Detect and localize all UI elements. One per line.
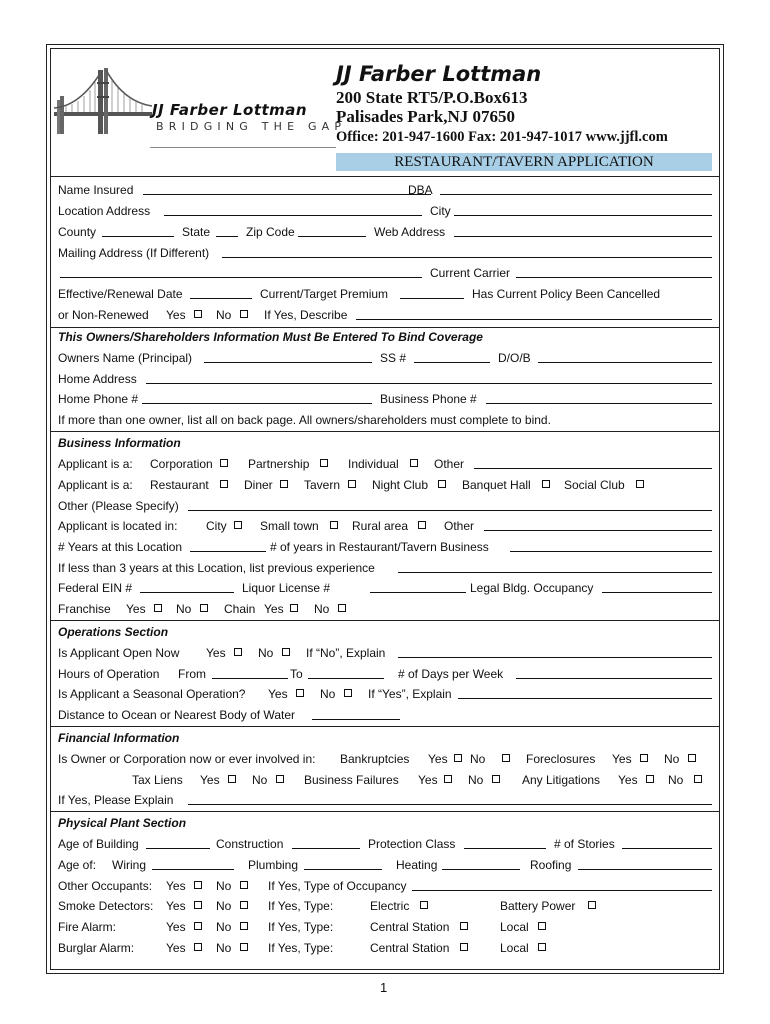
row-seasonal: Is Applicant a Seasonal Operation? Yes No If “Yes”, Explain — [58, 686, 718, 702]
describe-field[interactable] — [356, 307, 712, 320]
roofing-field[interactable] — [578, 857, 712, 870]
cancelled-no-checkbox[interactable] — [240, 310, 248, 318]
age-building-field[interactable] — [146, 836, 210, 849]
bankruptcies-no-checkbox[interactable] — [502, 754, 510, 762]
cancelled-yes-checkbox[interactable] — [194, 310, 202, 318]
ss-field[interactable] — [414, 350, 490, 363]
open-yes-checkbox[interactable] — [234, 648, 242, 656]
row-explain: If Yes, Please Explain — [58, 792, 718, 808]
business-phone-field[interactable] — [486, 391, 712, 404]
dob-field[interactable] — [538, 350, 712, 363]
financial-heading: Financial Information — [58, 731, 180, 745]
divider — [50, 431, 720, 432]
row-county: County State Zip Code Web Address — [58, 224, 718, 240]
row-applicant-type: Applicant is a: Corporation Partnership Individual Other — [58, 456, 718, 472]
distance-field[interactable] — [312, 707, 400, 720]
form-title-bar — [336, 153, 712, 171]
failures-yes-checkbox[interactable] — [444, 775, 452, 783]
row-owner: Owners Name (Principal) SS # D/O/B — [58, 350, 718, 366]
rural-area-checkbox[interactable] — [418, 521, 426, 529]
mailing-address-field-2[interactable] — [60, 265, 422, 278]
home-address-field[interactable] — [146, 371, 712, 384]
logo-tagline: BRIDGING THE GAP — [156, 120, 347, 133]
protection-class-field[interactable] — [464, 836, 546, 849]
row-hours: Hours of Operation From To # of Days per Week — [58, 666, 718, 682]
chain-yes-checkbox[interactable] — [290, 604, 298, 612]
divider — [50, 327, 720, 328]
fein-field[interactable] — [140, 580, 234, 593]
row-liens: Tax Liens Yes No Business Failures Yes No Any Litigations Yes No — [58, 772, 718, 788]
electric-checkbox[interactable] — [420, 901, 428, 909]
name-insured-field[interactable] — [143, 182, 431, 195]
premium-field[interactable] — [400, 286, 464, 299]
row-other-specify: Other (Please Specify) — [58, 498, 718, 514]
other-specify-field[interactable] — [188, 498, 712, 511]
row-phones: Home Phone # Business Phone # — [58, 391, 718, 407]
city-checkbox[interactable] — [234, 521, 242, 529]
bridge-logo-icon — [54, 66, 152, 138]
fire-no-checkbox[interactable] — [240, 922, 248, 930]
wiring-field[interactable] — [152, 857, 234, 870]
row-owners-note: If more than one owner, list all on back page. All owners/shareholders must complete to bind. — [58, 413, 551, 427]
company-name: JJ Farber Lottman — [336, 62, 542, 86]
owner-name-field[interactable] — [204, 350, 372, 363]
small-town-checkbox[interactable] — [330, 521, 338, 529]
state-field[interactable] — [216, 224, 238, 237]
years-business-field[interactable] — [510, 539, 712, 552]
row-non-renewed: or Non-Renewed Yes No If Yes, Describe — [58, 307, 718, 323]
row-burglar: Burglar Alarm: Yes No If Yes, Type: Central Station Local — [58, 940, 718, 956]
corporation-checkbox[interactable] — [220, 459, 228, 467]
web-address-field[interactable] — [454, 224, 712, 237]
row-age-of: Age of: Wiring Plumbing Heating Roofing — [58, 857, 718, 873]
form-title: RESTAURANT/TAVERN APPLICATION — [394, 154, 654, 170]
row-carrier: Current Carrier — [58, 265, 718, 281]
tax-liens-no-checkbox[interactable] — [276, 775, 284, 783]
litigations-no-checkbox[interactable] — [694, 775, 702, 783]
location-address-field[interactable] — [164, 203, 422, 216]
address-line-1: 200 State RT5/P.O.Box613 — [336, 88, 528, 107]
legal-bldg-field[interactable] — [602, 580, 712, 593]
partnership-checkbox[interactable] — [320, 459, 328, 467]
row-years: # Years at this Location # of years in Restaurant/Tavern Business — [58, 539, 718, 555]
franchise-yes-checkbox[interactable] — [154, 604, 162, 612]
failures-no-checkbox[interactable] — [492, 775, 500, 783]
zip-field[interactable] — [298, 224, 366, 237]
plumbing-field[interactable] — [304, 857, 382, 870]
row-open-now: Is Applicant Open Now Yes No If “No”, Explain — [58, 645, 718, 661]
contact-line: Office: 201-947-1600 Fax: 201-947-1017 www.jjfl.com — [336, 129, 668, 145]
stories-field[interactable] — [622, 836, 712, 849]
home-phone-field[interactable] — [142, 391, 372, 404]
row-location: Location Address City — [58, 203, 718, 219]
address-line-2: Palisades Park,NJ 07650 — [336, 107, 515, 126]
social-club-checkbox[interactable] — [636, 480, 644, 488]
years-location-field[interactable] — [190, 539, 266, 552]
burglar-yes-checkbox[interactable] — [194, 943, 202, 951]
occupants-yes-checkbox[interactable] — [194, 881, 202, 889]
heating-field[interactable] — [442, 857, 520, 870]
smoke-yes-checkbox[interactable] — [194, 901, 202, 909]
open-no-checkbox[interactable] — [282, 648, 290, 656]
logo-divider — [150, 147, 336, 148]
financial-explain-field[interactable] — [188, 792, 712, 805]
row-less-than-3: If less than 3 years at this Location, list previous experience — [58, 560, 718, 576]
row-distance: Distance to Ocean or Nearest Body of Water — [58, 707, 718, 723]
divider — [50, 811, 720, 812]
tax-liens-yes-checkbox[interactable] — [228, 775, 236, 783]
fire-local-checkbox[interactable] — [538, 922, 546, 930]
foreclosures-no-checkbox[interactable] — [688, 754, 696, 762]
divider — [50, 726, 720, 727]
row-located-in: Applicant is located in: City Small town Rural area Other — [58, 518, 718, 534]
plant-heading: Physical Plant Section — [58, 816, 187, 830]
divider — [50, 176, 720, 177]
occupancy-type-field[interactable] — [412, 878, 712, 891]
days-per-week-field[interactable] — [516, 666, 712, 679]
fire-yes-checkbox[interactable] — [194, 922, 202, 930]
business-heading: Business Information — [58, 436, 181, 450]
row-age-building: Age of Building Construction Protection Class # of Stories — [58, 836, 718, 852]
owners-heading: This Owners/Shareholders Information Must Be Entered To Bind Coverage — [58, 330, 483, 344]
effective-date-field[interactable] — [190, 286, 252, 299]
seasonal-explain-field[interactable] — [458, 686, 712, 699]
burglar-central-checkbox[interactable] — [460, 943, 468, 951]
bankruptcies-yes-checkbox[interactable] — [454, 754, 462, 762]
liquor-license-field[interactable] — [370, 580, 466, 593]
row-effective: Effective/Renewal Date Current/Target Premium Has Current Policy Been Cancelled — [58, 287, 661, 301]
row-fire: Fire Alarm: Yes No If Yes, Type: Central Station Local — [58, 919, 718, 935]
row-business-type: Applicant is a: Restaurant Diner Tavern Night Club Banquet Hall Social Club — [58, 477, 718, 493]
previous-experience-field[interactable] — [398, 560, 712, 573]
battery-power-checkbox[interactable] — [588, 901, 596, 909]
mailing-address-field[interactable] — [222, 245, 712, 258]
seasonal-yes-checkbox[interactable] — [296, 689, 304, 697]
logo-wordmark: JJ Farber Lottman — [152, 101, 308, 119]
seasonal-no-checkbox[interactable] — [344, 689, 352, 697]
individual-checkbox[interactable] — [410, 459, 418, 467]
divider — [50, 620, 720, 621]
row-mailing: Mailing Address (If Different) — [58, 245, 718, 261]
open-explain-field[interactable] — [398, 645, 712, 658]
tavern-checkbox[interactable] — [348, 480, 356, 488]
city-field[interactable] — [454, 203, 712, 216]
row-home-address: Home Address — [58, 371, 718, 387]
row-involved: Is Owner or Corporation now or ever involved in: Bankruptcies Yes No Foreclosures Yes No — [58, 751, 718, 767]
dba-field[interactable] — [440, 182, 712, 195]
current-carrier-field[interactable] — [516, 265, 712, 278]
burglar-no-checkbox[interactable] — [240, 943, 248, 951]
restaurant-checkbox[interactable] — [220, 480, 228, 488]
construction-field[interactable] — [292, 836, 360, 849]
banquet-hall-checkbox[interactable] — [542, 480, 550, 488]
litigations-yes-checkbox[interactable] — [646, 775, 654, 783]
applicant-other-field[interactable] — [474, 456, 712, 469]
burglar-local-checkbox[interactable] — [538, 943, 546, 951]
fire-central-checkbox[interactable] — [460, 922, 468, 930]
occupants-no-checkbox[interactable] — [240, 881, 248, 889]
foreclosures-yes-checkbox[interactable] — [640, 754, 648, 762]
night-club-checkbox[interactable] — [438, 480, 446, 488]
hours-to-field[interactable] — [308, 666, 384, 679]
diner-checkbox[interactable] — [280, 480, 288, 488]
county-field[interactable] — [102, 224, 174, 237]
row-smoke: Smoke Detectors: Yes No If Yes, Type: Electric Battery Power — [58, 898, 718, 914]
row-franchise: Franchise Yes No Chain Yes No — [58, 601, 718, 617]
operations-heading: Operations Section — [58, 625, 169, 639]
located-other-field[interactable] — [484, 518, 712, 531]
hours-from-field[interactable] — [212, 666, 288, 679]
row-fein: Federal EIN # Liquor License # Legal Bldg. Occupancy — [58, 580, 718, 596]
franchise-no-checkbox[interactable] — [200, 604, 208, 612]
row-name-insured: Name Insured DBA — [58, 182, 718, 198]
page-number: 1 — [380, 980, 388, 995]
chain-no-checkbox[interactable] — [338, 604, 346, 612]
smoke-no-checkbox[interactable] — [240, 901, 248, 909]
row-occupants: Other Occupants: Yes No If Yes, Type of Occupancy — [58, 878, 718, 894]
